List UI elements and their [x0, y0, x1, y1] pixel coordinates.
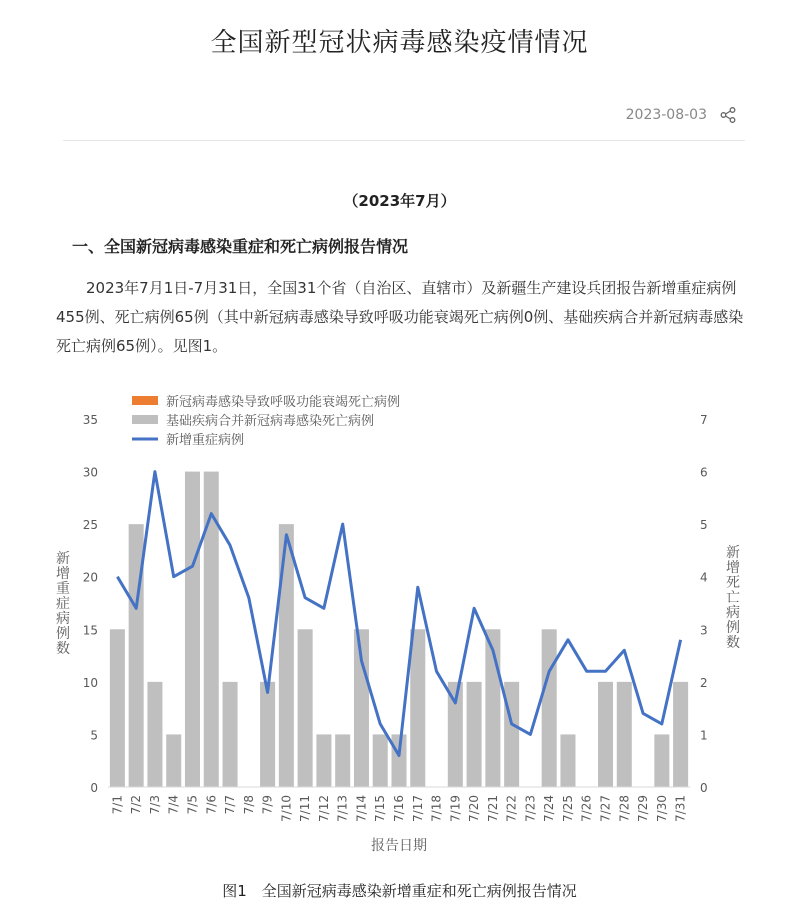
article-meta: [626, 106, 737, 124]
x-tick-label: 7/13: [335, 795, 350, 822]
bar-7-6: [204, 472, 219, 787]
x-tick-label: 7/12: [316, 795, 331, 822]
y-tick-label: 0: [90, 781, 98, 795]
x-tick-label: 7/2: [129, 795, 144, 815]
x-tick-label: 7/14: [354, 795, 369, 822]
y-axis-title: 新增重症病例数: [56, 551, 70, 657]
x-axis-title: 报告日期: [371, 838, 427, 854]
legend-swatch: [132, 396, 158, 405]
x-tick-label: 7/29: [636, 795, 651, 822]
y2-tick-label: 7: [700, 413, 708, 427]
legend-swatch: [132, 415, 158, 424]
bar-7-17: [410, 629, 425, 787]
severe-cases-line: [117, 472, 680, 756]
x-tick-label: 7/17: [410, 795, 425, 822]
x-tick-label: 7/27: [598, 795, 613, 822]
report-period: （2023年7月）: [343, 192, 456, 210]
x-tick-label: 7/1: [110, 795, 125, 815]
bar-7-3: [147, 682, 162, 787]
legend-label: 新冠病毒感染导致呼吸功能衰竭死亡病例: [166, 395, 401, 410]
bar-7-10: [279, 524, 294, 787]
share-icon[interactable]: [719, 106, 737, 124]
bar-7-24: [542, 629, 557, 787]
bar-7-11: [298, 629, 313, 787]
x-tick-label: 7/22: [504, 795, 519, 822]
y2-tick-label: 3: [700, 623, 708, 638]
bar-7-15: [373, 734, 388, 787]
y-tick-label: 25: [82, 518, 98, 533]
x-tick-label: 7/24: [542, 795, 557, 822]
bar-7-30: [654, 734, 669, 787]
y-tick-label: 20: [82, 570, 98, 585]
y2-tick-label: 1: [700, 728, 708, 743]
x-tick-label: 7/25: [560, 795, 575, 822]
bar-7-9: [260, 682, 275, 787]
x-tick-label: 7/11: [298, 795, 313, 822]
y2-tick-label: 4: [700, 570, 708, 585]
x-tick-label: 7/8: [241, 795, 256, 815]
y2-axis-title-cont: 死亡病例数: [726, 575, 740, 651]
y2-tick-label: 5: [700, 518, 708, 533]
section-heading: 一、全国新冠病毒感染重症和死亡病例报告情况: [72, 237, 409, 256]
bar-7-27: [598, 682, 613, 787]
y-tick-label: 5: [90, 728, 98, 743]
x-tick-label: 7/7: [223, 795, 238, 815]
x-tick-label: 7/3: [147, 795, 162, 815]
bar-7-31: [673, 682, 688, 787]
x-tick-label: 7/18: [429, 795, 444, 822]
x-tick-label: 7/16: [392, 795, 406, 822]
x-tick-label: 7/21: [485, 795, 500, 822]
legend-label: 基础疾病合并新冠病毒感染死亡病例: [166, 414, 375, 429]
figure-caption: 图1 全国新冠病毒感染新增重症和死亡病例报告情况: [222, 882, 577, 900]
bar-7-7: [223, 682, 238, 787]
x-tick-label: 7/23: [523, 795, 538, 822]
x-tick-label: 7/31: [673, 795, 688, 822]
bar-7-20: [467, 682, 482, 787]
y2-tick-label: 0: [700, 781, 708, 795]
x-tick-label: 7/20: [467, 795, 482, 822]
bar-7-25: [560, 734, 575, 787]
bar-7-12: [316, 734, 331, 787]
x-tick-label: 7/5: [185, 795, 200, 815]
bar-7-13: [335, 734, 350, 787]
y2-axis-title: 新增: [726, 545, 740, 576]
y-tick-label: 15: [82, 623, 98, 638]
x-tick-label: 7/30: [654, 795, 669, 822]
x-tick-label: 7/19: [448, 795, 463, 822]
page-title: 全国新型冠状病毒感染疫情情况: [210, 28, 589, 58]
x-tick-label: 7/15: [373, 795, 388, 822]
bar-7-1: [110, 629, 125, 787]
x-tick-label: 7/26: [579, 795, 594, 822]
publish-date: 2023-08-03: [625, 107, 707, 123]
bar-7-28: [617, 682, 632, 787]
legend-label: 新增重症病例: [166, 433, 245, 448]
x-tick-label: 7/28: [617, 795, 632, 822]
x-tick-label: 7/6: [204, 795, 219, 815]
y-tick-label: 35: [82, 413, 98, 427]
title-divider: [63, 140, 745, 141]
x-tick-label: 7/9: [260, 795, 275, 815]
x-tick-label: 7/4: [166, 795, 181, 815]
y2-tick-label: 2: [700, 675, 708, 690]
y-tick-label: 30: [82, 465, 98, 480]
bar-7-4: [166, 734, 181, 787]
cases-deaths-chart: [50, 385, 740, 860]
bar-7-5: [185, 472, 200, 787]
y-tick-label: 10: [82, 675, 98, 690]
summary-paragraph: 2023年7月1日-7月31日，全国31个省（自治区、直辖市）及新疆生产建设兵团报告新增重症病例455例、死亡病例65例（其中新冠病毒感染导致呼吸功能衰竭死亡病例0例、基础疾病合并新冠病毒感染死亡病例65例）。见图1。: [56, 279, 744, 355]
x-tick-label: 7/10: [279, 795, 294, 822]
y2-tick-label: 6: [700, 465, 708, 480]
